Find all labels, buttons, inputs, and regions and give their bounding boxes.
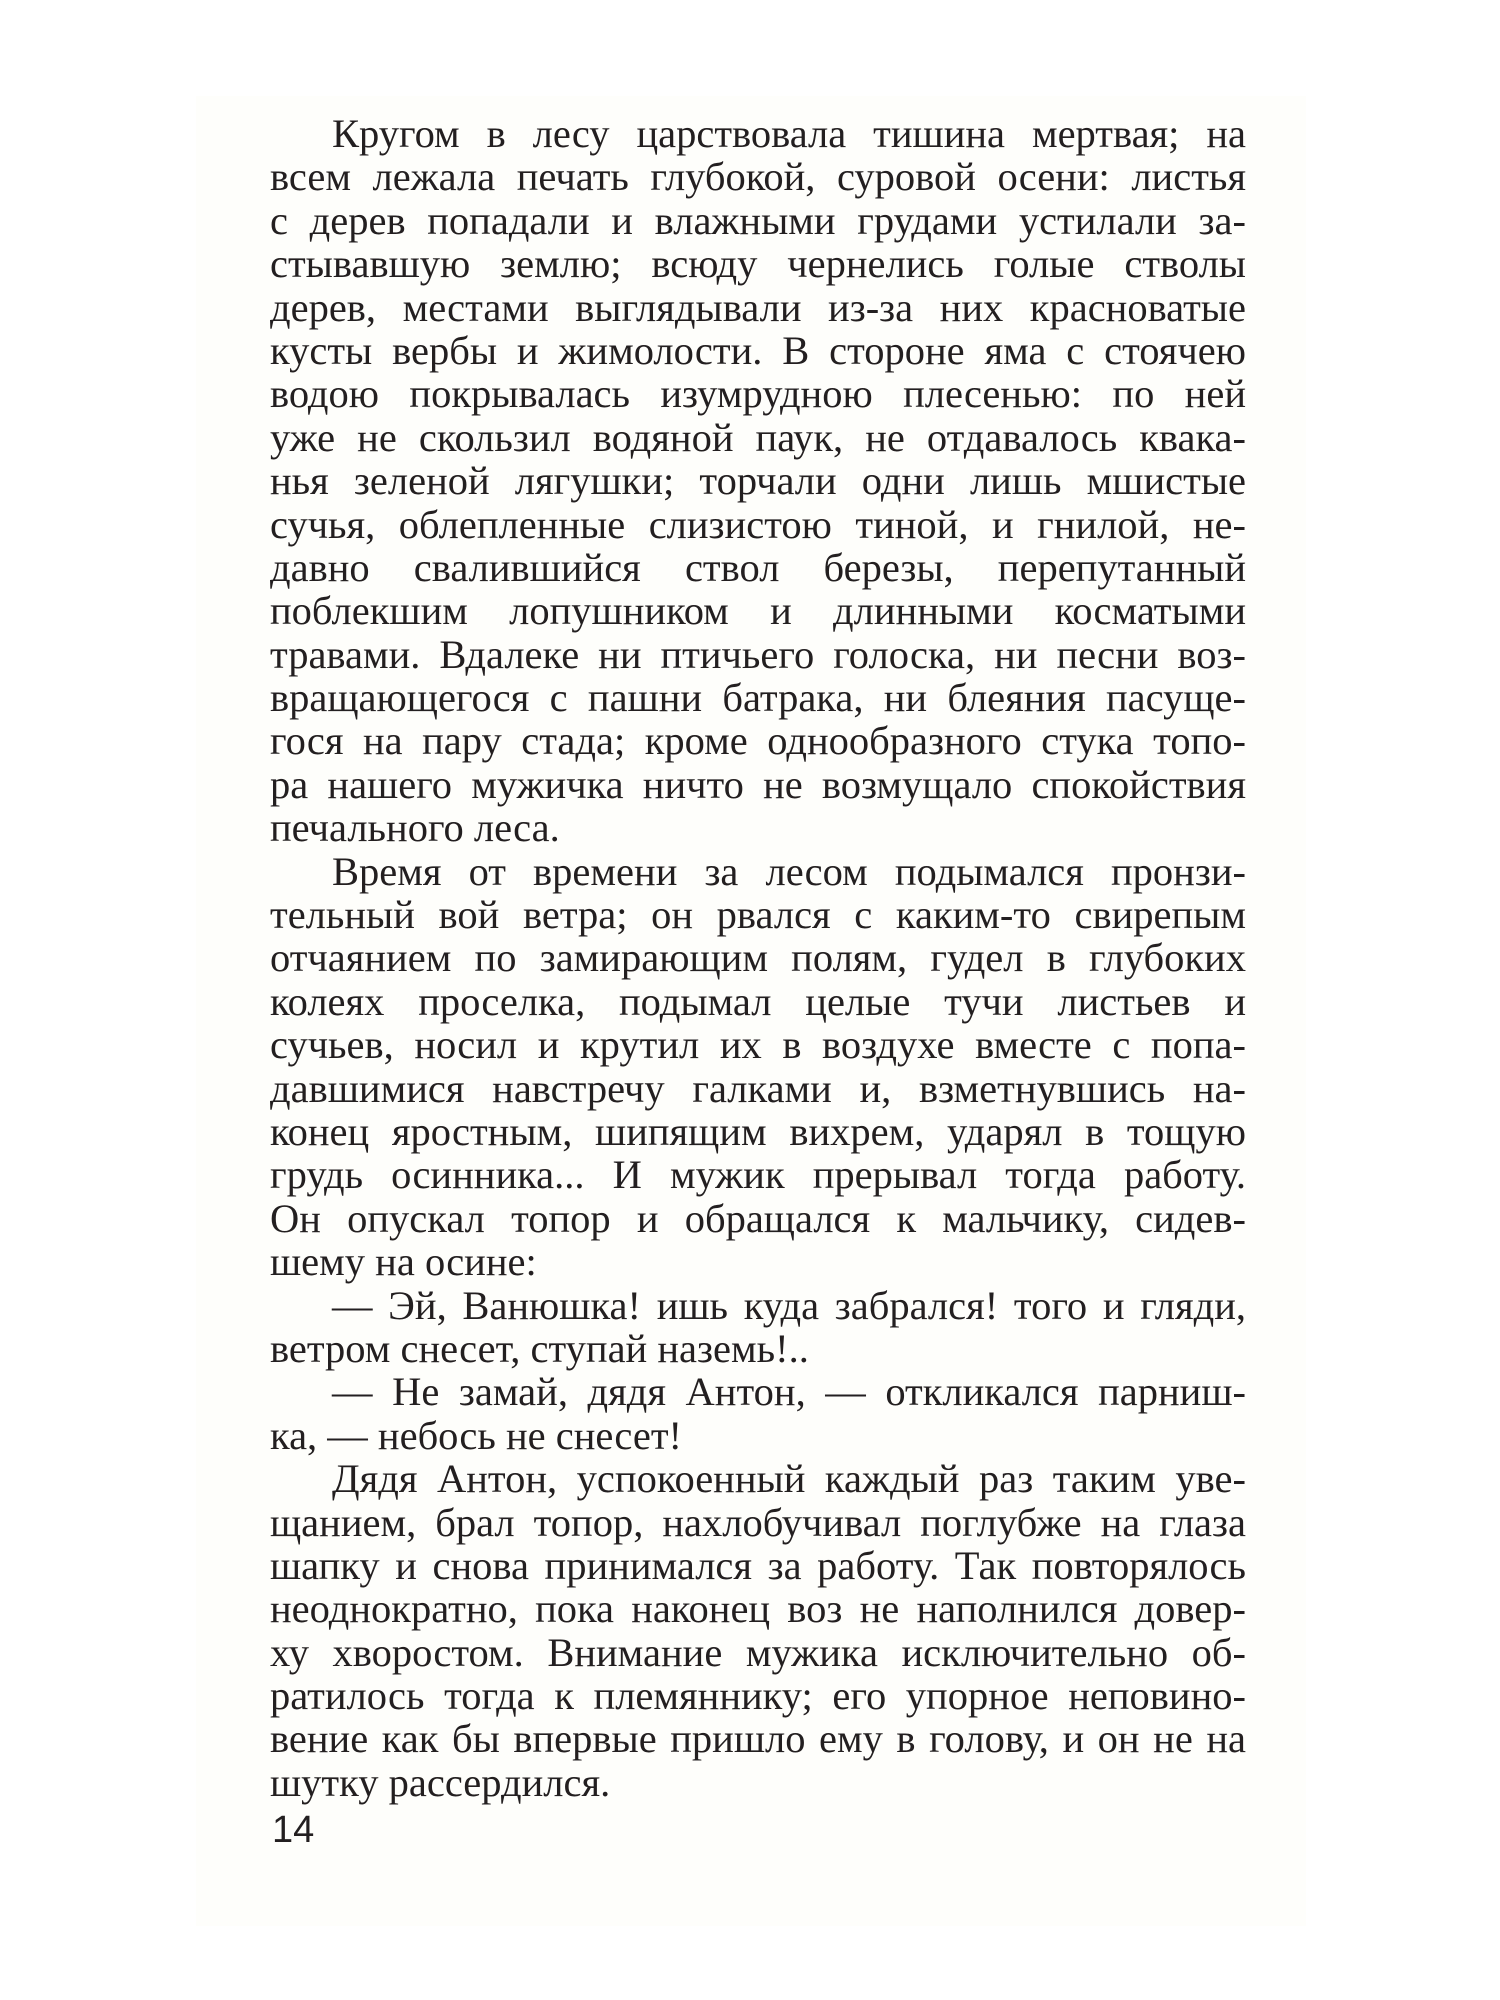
text-line: поблекшим лопушником и длинными косматыми bbox=[270, 588, 1246, 634]
text-line: — Не замай, дядя Антон, — откликался парниш- bbox=[332, 1369, 1246, 1415]
text-line: Время от времени за лесом подымался пронзи- bbox=[332, 848, 1246, 894]
text-line: ка, — небось не снесет! bbox=[270, 1412, 683, 1458]
body-text bbox=[270, 112, 1246, 1804]
page-number: 14 bbox=[272, 1809, 315, 1851]
book-page bbox=[196, 96, 1306, 1926]
text-line: стывавшую землю; всюду чернелись голые стволы bbox=[270, 241, 1246, 287]
text-line: вращающегося с пашни батрака, ни блеяния пасуще- bbox=[270, 675, 1246, 721]
text-line: давно свалившийся ствол березы, перепутанный bbox=[270, 544, 1246, 590]
text-line: шутку рассердился. bbox=[270, 1759, 611, 1805]
text-line: сучья, облепленные слизистою тиной, и гнилой, не- bbox=[270, 501, 1246, 547]
text-line: колеях проселка, подымал целые тучи листьев и bbox=[270, 978, 1246, 1024]
text-line: всем лежала печать глубокой, суровой осени: листья bbox=[270, 154, 1246, 200]
text-line: шапку и снова принимался за работу. Так повторялось bbox=[270, 1542, 1246, 1588]
text-line: печального леса. bbox=[270, 805, 560, 851]
text-line: тельный вой ветра; он рвался с каким-то свирепым bbox=[270, 892, 1246, 938]
text-line: шему на осине: bbox=[270, 1239, 537, 1285]
text-line: ратилось тогда к племяннику; его упорное неповино- bbox=[270, 1673, 1246, 1719]
text-line: водою покрывалась изумрудною плесенью: по ней bbox=[270, 371, 1246, 417]
text-line: нья зеленой лягушки; торчали одни лишь мшистые bbox=[270, 458, 1246, 504]
text-line: ху хворостом. Внимание мужика исключительно об- bbox=[270, 1629, 1246, 1675]
text-line: конец яростным, шипящим вихрем, ударял в тощую bbox=[270, 1108, 1246, 1154]
text-line: сучьев, носил и крутил их в воздухе вместе с попа- bbox=[270, 1022, 1246, 1068]
text-line: с дерев попадали и влажными грудами устилали за- bbox=[270, 197, 1246, 243]
text-line: ра нашего мужичка ничто не возмущало спокойствия bbox=[270, 761, 1246, 807]
text-line: гося на пару стада; кроме однообразного стука топо- bbox=[270, 718, 1246, 764]
text-line: вение как бы впервые пришло ему в голову, и он не на bbox=[270, 1716, 1246, 1762]
text-line: Кругом в лесу царствовала тишина мертвая; на bbox=[332, 111, 1246, 156]
text-line: щанием, брал топор, нахлобучивал поглубже на глаза bbox=[270, 1499, 1246, 1545]
text-line: отчаянием по замирающим полям, гудел в глубоких bbox=[270, 935, 1246, 981]
text-line: Он опускал топор и обращался к мальчику, сидев- bbox=[270, 1195, 1246, 1241]
text-line: неоднократно, пока наконец воз не наполнился довер- bbox=[270, 1586, 1246, 1632]
text-line: — Эй, Ванюшка! ишь куда забрался! того и гляди, bbox=[332, 1282, 1246, 1328]
text-line: травами. Вдалеке ни птичьего голоска, ни песни воз- bbox=[270, 631, 1246, 677]
text-line: дерев, местами выглядывали из-за них красноватые bbox=[270, 284, 1246, 330]
text-line: кусты вербы и жимолости. В стороне яма с стоячею bbox=[270, 327, 1246, 373]
text-line: грудь осинника... И мужик прерывал тогда работу. bbox=[270, 1152, 1246, 1198]
text-line: давшимися навстречу галками и, взметнувшись на- bbox=[270, 1065, 1246, 1111]
text-line: уже не скользил водяной паук, не отдавалось квака- bbox=[270, 414, 1246, 460]
text-line: ветром снесет, ступай наземь!.. bbox=[270, 1325, 809, 1371]
text-line: Дядя Антон, успокоенный каждый раз таким уве- bbox=[332, 1456, 1246, 1502]
